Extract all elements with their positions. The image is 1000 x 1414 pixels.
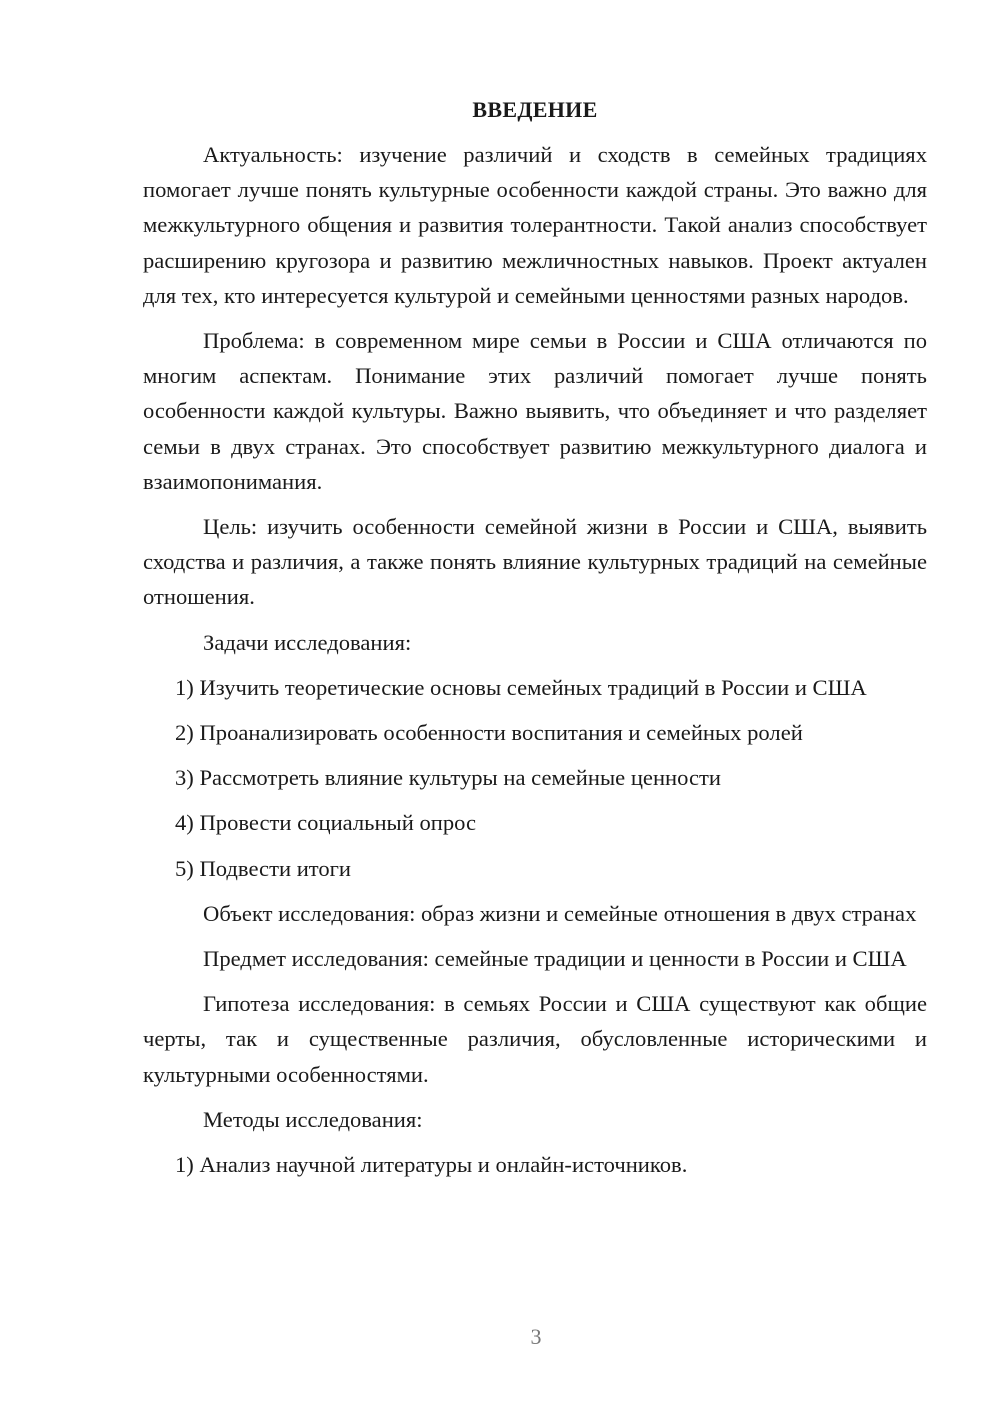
page-number: 3	[530, 1324, 542, 1349]
subject-paragraph: Предмет исследования: семейные традиции и ценности в России и США	[203, 946, 907, 972]
hypothesis-paragraph: Гипотеза исследования: в семьях России и США существуют как общие черты, так и существенные различия, обусловленные историческими и культурными особенностями.	[143, 991, 927, 1087]
goal-paragraph: Цель: изучить особенности семейной жизни в России и США, выявить сходства и различия, а также понять влияние культурных традиций на семейные отношения.	[143, 514, 927, 610]
methods-heading: Методы исследования:	[203, 1106, 423, 1132]
section-title: ВВЕДЕНИЕ	[472, 97, 598, 122]
tasks-heading: Задачи исследования:	[203, 629, 412, 655]
task-item: 1) Изучить теоретические основы семейных традиций в России и США	[175, 674, 867, 700]
task-item: 3) Рассмотреть влияние культуры на семейные ценности	[175, 765, 722, 791]
page-content	[143, 92, 927, 1182]
task-item: 5) Подвести итоги	[175, 855, 352, 881]
relevance-paragraph: Актуальность: изучение различий и сходств в семейных традициях помогает лучше понять культурные особенности каждой страны. Это важно для межкультурного общения и развития толерантности. Такой анализ способствует расширению кругозора и развитию межличностных навыков. Проект актуален для тех, кто интересуется культурой и семейными ценностями разных народов.	[143, 142, 927, 308]
method-item: 1) Анализ научной литературы и онлайн-источников.	[175, 1152, 688, 1178]
object-paragraph: Объект исследования: образ жизни и семейные отношения в двух странах	[203, 900, 917, 926]
problem-paragraph: Проблема: в современном мире семьи в России и США отличаются по многим аспектам. Понимание этих различий помогает лучше понять особенности каждой культуры. Важно выявить, что объединяет и что разделяет семьи в двух странах. Это способствует развитию межкультурного диалога и взаимопонимания.	[143, 328, 927, 494]
task-item: 2) Проанализировать особенности воспитания и семейных ролей	[175, 720, 803, 746]
task-item: 4) Провести социальный опрос	[175, 810, 477, 836]
